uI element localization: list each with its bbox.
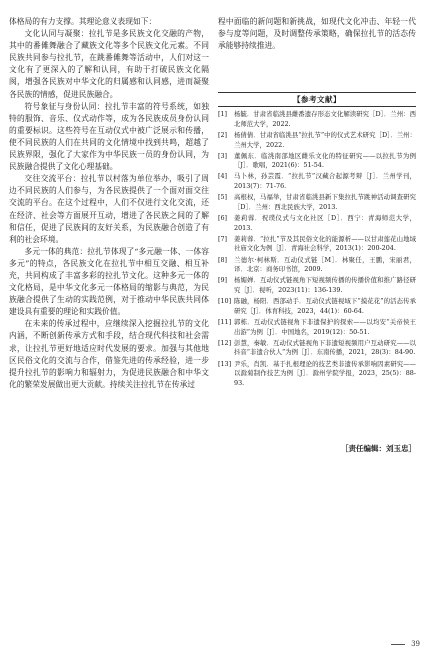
reference-number: [12] <box>218 338 232 347</box>
reference-text: 兰德尔·柯林斯．互动仪式链［M］．林聚任，王鹏，宋丽君，译．北京：商务印书馆，2009. <box>234 255 416 274</box>
reference-text: 杨倩倩．甘肃省临洮县“拉扎节”中的仪式艺术研究［D］．兰州：兰州大学，2022. <box>234 130 416 149</box>
paragraph: 体格局的有力支撑。其理论意义表现如下： <box>9 17 157 26</box>
reference-item <box>218 297 416 316</box>
paragraph: 多元一体的典范：拉扎节体现了“多元融一体、一体容多元”的特点，各民族文化在拉扎节中相互交融、相互补充，共同构成了丰富多彩的拉扎节文化。这种多元一体的文化格局，是中华文化多元一体格局的缩影与典范，为民族融合提供了生动的实践范例，对于推动中华民族共同体建设具有重要的理论和实践价值。 <box>9 246 209 317</box>
reference-item <box>218 318 416 337</box>
reference-text: 彭慧，秦敏．互动仪式链视角下非遗短视频用户互动研究——以抖音“非遗合伙人”为例［J］．东南传播，2021，28(3)：84-90. <box>234 338 416 357</box>
editor-credit: ［责任编辑：刘玉忠］ <box>341 444 416 453</box>
reference-text: 姜莉蓉．祝璞仪式与文化社区［D］．西宁：青海师范大学，2013. <box>234 213 416 232</box>
reference-text: 董佩东．临洮南部地区雌乐文化的特征研究——以拉扎节为例［J］．歌唱，2021(6)：51-54. <box>234 151 416 170</box>
reference-number: [4] <box>218 172 228 181</box>
reference-item <box>218 276 416 295</box>
reference-number: [11] <box>218 317 232 326</box>
paragraph: 在未来的传承过程中，应继续深入挖掘拉扎节的文化内涵，不断创新传承方式和手段，结合现代科技和社会需求，让拉扎节更好地适应时代发展的要求。加强与其他地区民俗文化的交流与合作，借鉴先进的传承经验，进一步提升拉扎节的影响力和辐射力，为促进民族融合和中华文化的繁荣发展做出更大贡献。持续关注拉扎节在传承过 <box>9 319 209 389</box>
reference-text: 马卜林，孙芸霞．“拉扎节”汉藏合起源考辩［J］．兰州学刊，2013(7)：71-76. <box>234 172 416 191</box>
reference-item <box>218 235 416 254</box>
reference-text: 陈融，杨阳．西部动手．互动仪式链视域下“摸花花”的活态传承研究［J］．体育科技，2023，44(1)：60-64. <box>234 297 416 315</box>
reference-item <box>218 360 416 389</box>
reference-item <box>218 172 416 191</box>
reference-number: [3] <box>218 151 228 160</box>
reference-number: [8] <box>218 255 228 264</box>
reference-item <box>218 214 416 233</box>
reference-text: 杨媚婵．互动仪式链视角下短视频传播的传播价值和推广路径研究［J］．视听，2023(11)：136-139. <box>234 276 416 295</box>
reference-item <box>218 256 416 275</box>
reference-item <box>218 131 416 150</box>
page-number-label: 39 <box>411 640 420 648</box>
reference-text: 姜莉蓉．“拉扎”节及其民俗文化的能源析——以甘肃莲花山地域社庙文化为例［J］．青海社会科学，2013(1)：200-204. <box>234 234 416 253</box>
references-list <box>218 110 416 390</box>
paragraph: 符号象征与身份认同：拉扎节丰富的符号系统，如独特的服饰、音乐、仪式动作等，成为各民族成员身份认同的重要标识。这些符号在互动仪式中被广泛展示和传播，使不同民族的人们在共同的文化情境中找到共鸣，超越了民族界限，强化了大家作为中华民族一员的身份认同，为民族融合提供了文化心理基础。 <box>9 101 209 172</box>
references-title: 【参考文献】 <box>293 95 341 104</box>
left-text-column <box>9 16 209 391</box>
reference-item <box>218 152 416 171</box>
reference-number: [10] <box>218 297 232 306</box>
page-number <box>365 639 420 649</box>
page-number-rule <box>391 644 405 645</box>
reference-number: [2] <box>218 130 228 139</box>
reference-text: 杨毓．甘肃省临洮县雌番遗存形态文化解读研究［D］．兰州：西北师范大学，2022. <box>234 110 416 128</box>
reference-number: [13] <box>218 359 232 368</box>
reference-number: [1] <box>218 110 228 118</box>
right-text-column <box>218 16 416 52</box>
reference-number: [7] <box>218 234 228 243</box>
reference-number: [9] <box>218 276 228 285</box>
reference-item <box>218 193 416 212</box>
reference-text: 高根权，马福举，甘肃省临洮县新下集拉扎节跳神活动调查研究［D］．兰州：西北民族大学，2013. <box>234 193 416 211</box>
reference-text: 郭栋．互动仪式链视角下非遗保护的探索——以均安“关帝侯王出游”为例［J］．中国地名，2019(12)：50-51. <box>234 317 416 336</box>
reference-item <box>218 339 416 358</box>
paragraph: 文化认同与凝聚：拉扎节是多民族文化交融的产物，其中的番傩舞融合了藏族文化等多个民族文化元素。不同民族共同参与拉扎节，在跳番傩舞等活动中，人们对这一文化有了更深入的了解和认同，有助于打破民族文化隔阂，增强各民族对中华文化的归属感和认同感，进而凝聚各民族的情感，促进民族融合。 <box>9 29 209 99</box>
reference-number: [5] <box>218 193 228 202</box>
references-header <box>218 92 416 107</box>
reference-item <box>218 110 416 129</box>
reference-number: [6] <box>218 213 228 222</box>
paragraph: 程中面临的新问题和新挑战，如现代文化冲击、年轻一代参与度等问题，及时调整传承策略，确保拉扎节的活态传承能够持续推进。 <box>218 17 416 51</box>
reference-text: 尹乐，肖凯．基于扎根理论的技艺类非遗传承影响因素研究——以滁菊制作技艺为例［J］．滁州学院学报，2023，25(5)：88-93. <box>234 359 416 387</box>
paragraph: 交往交流平台：拉扎节以村落为单位举办，吸引了周边不同民族的人们参与，为各民族提供了一个面对面交往交流的平台。在这个过程中，人们不仅进行文化交流，还在经济、社会等方面展开互动，增进了各民族之间的了解和信任，促进了民族间的友好关系，为民族融合创造了有利的社会环境。 <box>9 174 209 244</box>
